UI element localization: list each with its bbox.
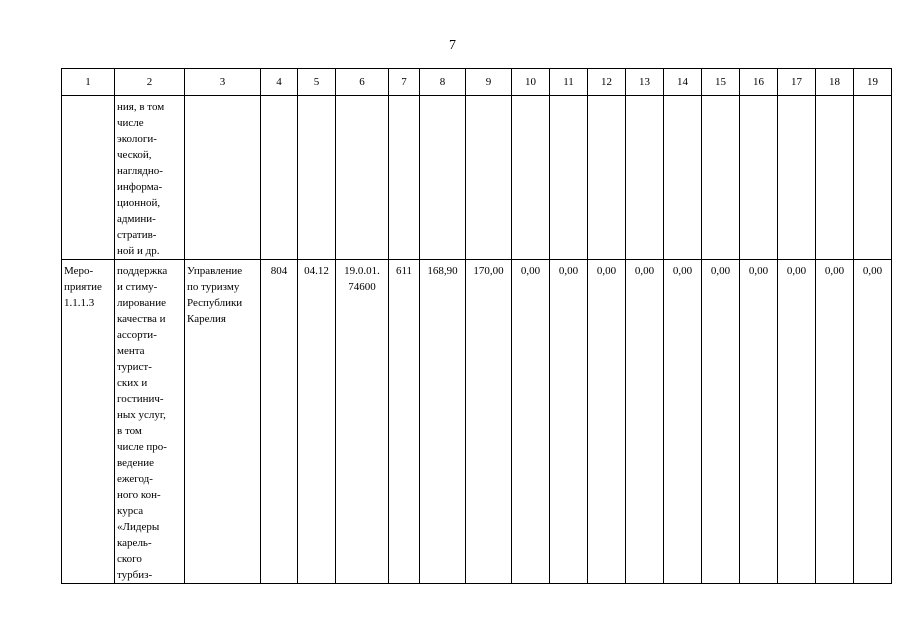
table-cell <box>626 96 664 260</box>
table-cell <box>740 96 778 260</box>
table-row <box>62 260 892 584</box>
table-cell <box>389 96 420 260</box>
page-number: 7 <box>449 38 456 53</box>
table-cell <box>702 96 740 260</box>
table-cell <box>550 96 588 260</box>
table-cell <box>261 96 298 260</box>
table-cell: Меро- приятие 1.1.1.3 <box>62 260 115 584</box>
header-row <box>62 69 892 96</box>
table-row <box>62 96 892 260</box>
table-cell: Управление по туризму Республики Карелия <box>185 260 261 584</box>
table-cell: 0,00 <box>740 260 778 584</box>
table-cell: 168,90 <box>420 260 466 584</box>
table-cell: 0,00 <box>702 260 740 584</box>
column-header: 13 <box>626 69 664 96</box>
column-header: 6 <box>336 69 389 96</box>
table-cell <box>816 96 854 260</box>
column-header: 5 <box>298 69 336 96</box>
column-header: 9 <box>466 69 512 96</box>
column-header: 3 <box>185 69 261 96</box>
table-cell <box>420 96 466 260</box>
table-cell: 0,00 <box>816 260 854 584</box>
table-cell: 0,00 <box>588 260 626 584</box>
table-cell: 611 <box>389 260 420 584</box>
table-cell <box>336 96 389 260</box>
column-header: 4 <box>261 69 298 96</box>
column-header: 11 <box>550 69 588 96</box>
column-header: 18 <box>816 69 854 96</box>
table-cell: 0,00 <box>778 260 816 584</box>
table-cell: 04.12 <box>298 260 336 584</box>
table-cell: 0,00 <box>626 260 664 584</box>
table-cell: 0,00 <box>664 260 702 584</box>
table-cell: 170,00 <box>466 260 512 584</box>
column-header: 2 <box>115 69 185 96</box>
table-cell <box>466 96 512 260</box>
column-header: 15 <box>702 69 740 96</box>
column-header: 14 <box>664 69 702 96</box>
table-cell <box>588 96 626 260</box>
column-header: 8 <box>420 69 466 96</box>
column-header: 1 <box>62 69 115 96</box>
table-cell: ния, в том числе экологи- ческой, наглядно- информа- ционной, админи- стратив- ной и др. <box>115 96 185 260</box>
table-cell: 804 <box>261 260 298 584</box>
table-cell: 0,00 <box>550 260 588 584</box>
column-header: 19 <box>854 69 892 96</box>
column-header: 7 <box>389 69 420 96</box>
budget-table <box>61 68 892 584</box>
table-cell: 0,00 <box>512 260 550 584</box>
table-cell: поддержка и стиму- лирование качества и ассорти- мента турист- ских и гостинич- ных услуг, в том числе про- ведение ежегод- ного кон- курса «Лидеры карель- ского турбиз- <box>115 260 185 584</box>
table-cell <box>664 96 702 260</box>
table-cell: 0,00 <box>854 260 892 584</box>
column-header: 16 <box>740 69 778 96</box>
table-cell: 19.0.01. 74600 <box>336 260 389 584</box>
column-header: 12 <box>588 69 626 96</box>
table-cell <box>298 96 336 260</box>
column-header: 17 <box>778 69 816 96</box>
table-cell <box>185 96 261 260</box>
table-cell <box>854 96 892 260</box>
table-cell <box>778 96 816 260</box>
column-header: 10 <box>512 69 550 96</box>
table-cell <box>512 96 550 260</box>
table-cell <box>62 96 115 260</box>
